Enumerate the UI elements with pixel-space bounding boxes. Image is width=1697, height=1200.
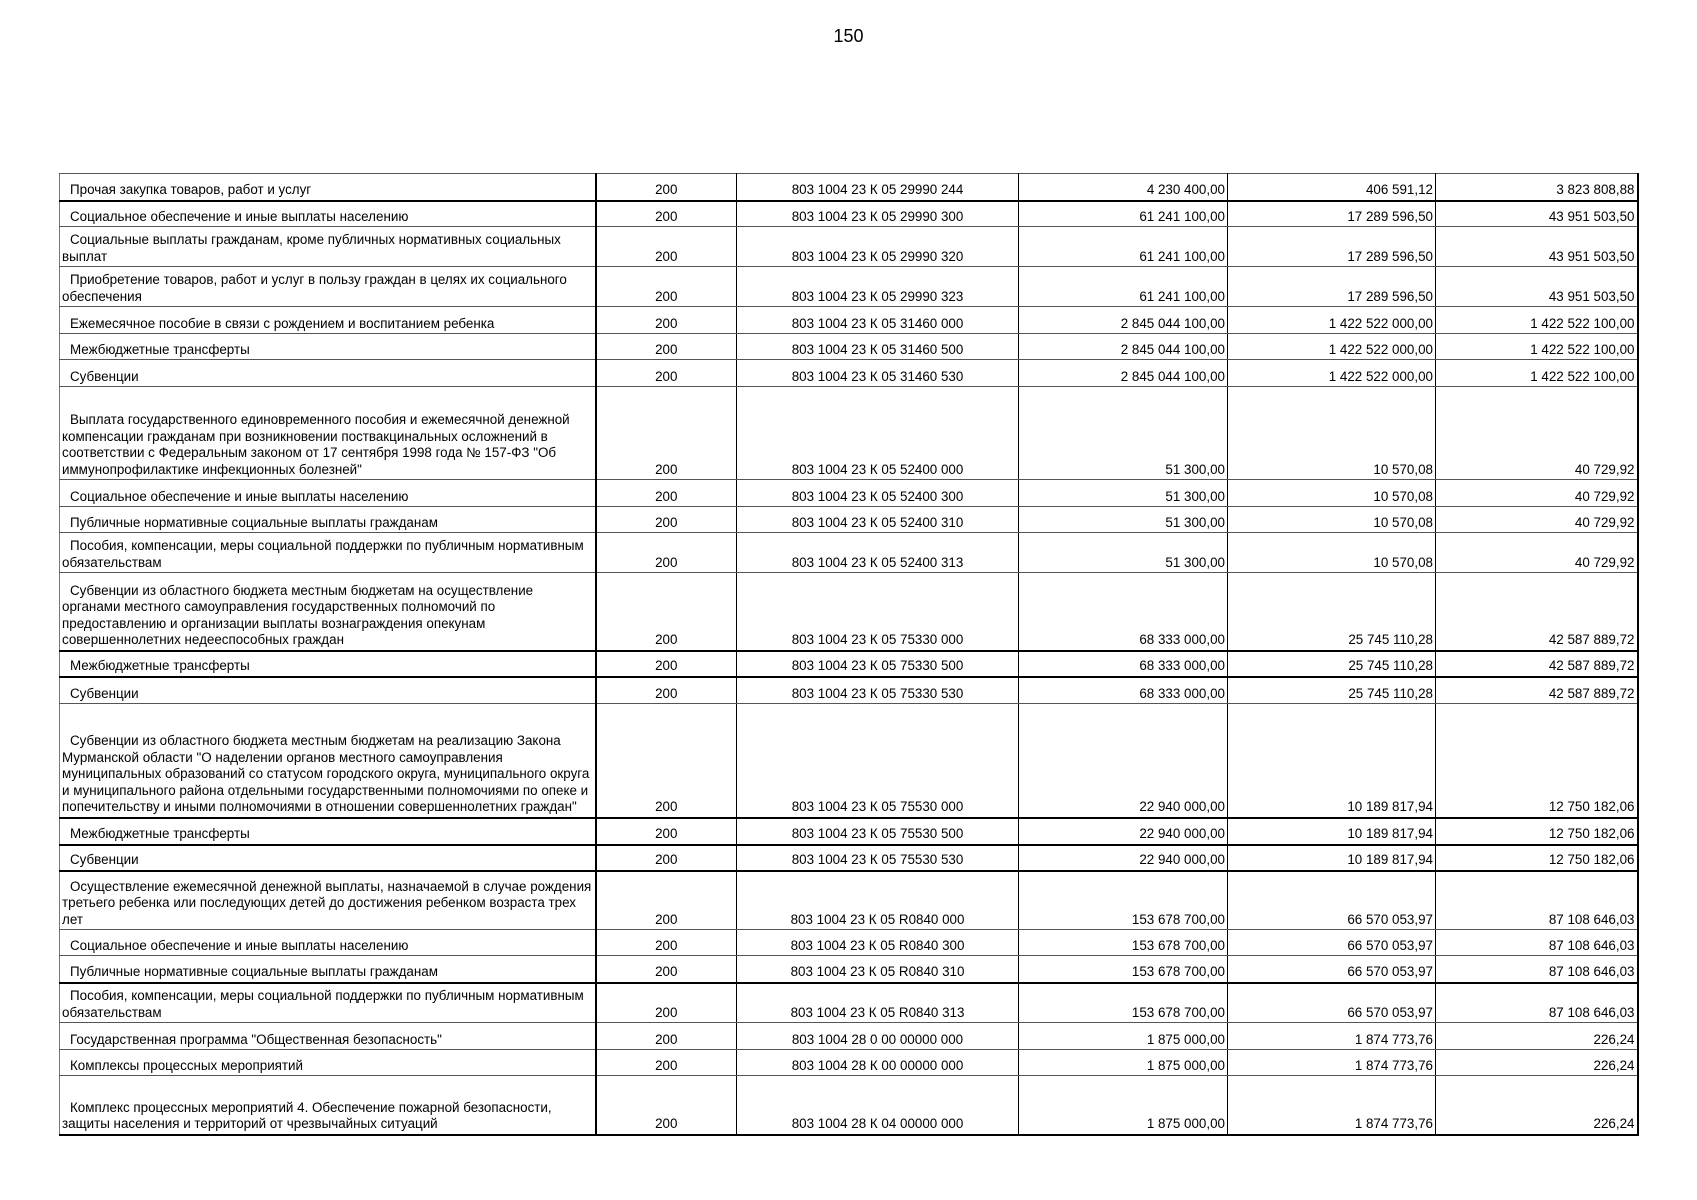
table-row [60, 871, 1638, 930]
row-executed-amount: 406 591,12 [1228, 174, 1436, 201]
row-executed-amount: 10 570,08 [1228, 387, 1436, 480]
table-row [60, 930, 1638, 956]
row-name: Прочая закупка товаров, работ и услуг [60, 174, 596, 201]
row-approved-amount: 61 241 100,00 [1019, 227, 1228, 267]
row-name: Межбюджетные трансферты [60, 334, 596, 360]
row-name: Государственная программа "Общественная безопасность" [60, 1023, 596, 1050]
table-row [60, 956, 1638, 983]
row-classification-code: 803 1004 23 К 05 52400 000 [737, 387, 1019, 480]
row-name: Социальные выплаты гражданам, кроме публичных нормативных социальных выплат [60, 227, 596, 267]
row-unexecuted-amount: 87 108 646,03 [1436, 956, 1638, 983]
row-unexecuted-amount: 3 823 808,88 [1436, 174, 1638, 201]
row-line-code: 200 [596, 1050, 737, 1076]
table-row [60, 1076, 1638, 1135]
row-executed-amount: 17 289 596,50 [1228, 201, 1436, 227]
row-line-code: 200 [596, 480, 737, 507]
row-classification-code: 803 1004 23 К 05 75530 530 [737, 845, 1019, 871]
row-approved-amount: 1 875 000,00 [1019, 1023, 1228, 1050]
row-name: Комплекс процессных мероприятий 4. Обеспечение пожарной безопасности, защиты населения и территорий от чрезвычайных ситуаций [60, 1076, 596, 1135]
row-unexecuted-amount: 1 422 522 100,00 [1436, 360, 1638, 387]
row-name: Субвенции [60, 845, 596, 871]
row-name: Комплексы процессных мероприятий [60, 1050, 596, 1076]
row-approved-amount: 1 875 000,00 [1019, 1076, 1228, 1135]
table-row [60, 174, 1638, 201]
row-line-code: 200 [596, 507, 737, 533]
row-name: Субвенции [60, 360, 596, 387]
row-line-code: 200 [596, 651, 737, 677]
row-line-code: 200 [596, 227, 737, 267]
row-name: Пособия, компенсации, меры социальной поддержки по публичным нормативным обязательствам [60, 533, 596, 573]
row-line-code: 200 [596, 533, 737, 573]
row-executed-amount: 1 874 773,76 [1228, 1050, 1436, 1076]
row-line-code: 200 [596, 174, 737, 201]
table-row [60, 267, 1638, 307]
row-name: Межбюджетные трансферты [60, 818, 596, 845]
table-row [60, 1023, 1638, 1050]
table-row [60, 845, 1638, 871]
row-classification-code: 803 1004 23 К 05 75330 000 [737, 573, 1019, 651]
row-line-code: 200 [596, 201, 737, 227]
table-row [60, 983, 1638, 1023]
table-row [60, 227, 1638, 267]
row-approved-amount: 22 940 000,00 [1019, 704, 1228, 818]
row-name: Межбюджетные трансферты [60, 651, 596, 677]
row-executed-amount: 25 745 110,28 [1228, 651, 1436, 677]
row-unexecuted-amount: 12 750 182,06 [1436, 818, 1638, 845]
row-classification-code: 803 1004 23 К 05 75530 000 [737, 704, 1019, 818]
row-executed-amount: 66 570 053,97 [1228, 956, 1436, 983]
row-approved-amount: 68 333 000,00 [1019, 573, 1228, 651]
row-classification-code: 803 1004 23 К 05 29990 320 [737, 227, 1019, 267]
row-approved-amount: 153 678 700,00 [1019, 930, 1228, 956]
table-row [60, 334, 1638, 360]
row-approved-amount: 61 241 100,00 [1019, 267, 1228, 307]
row-line-code: 200 [596, 983, 737, 1023]
table-row [60, 387, 1638, 480]
row-name: Субвенции из областного бюджета местным бюджетам на реализацию Закона Мурманской области "О наделении органов местного самоуправления муниципальных образований со статусом городского округа, муниципального округа и муниципального района отдельными государственными полномочиями по опеке и попечительству и иными полномочиями в отношении совершеннолетних граждан" [60, 704, 596, 818]
row-executed-amount: 10 570,08 [1228, 480, 1436, 507]
row-approved-amount: 51 300,00 [1019, 533, 1228, 573]
row-line-code: 200 [596, 930, 737, 956]
row-classification-code: 803 1004 23 К 05 29990 300 [737, 201, 1019, 227]
row-approved-amount: 153 678 700,00 [1019, 983, 1228, 1023]
row-executed-amount: 17 289 596,50 [1228, 267, 1436, 307]
row-unexecuted-amount: 40 729,92 [1436, 480, 1638, 507]
row-executed-amount: 1 422 522 000,00 [1228, 307, 1436, 334]
row-executed-amount: 25 745 110,28 [1228, 677, 1436, 704]
row-classification-code: 803 1004 23 К 05 52400 313 [737, 533, 1019, 573]
row-approved-amount: 2 845 044 100,00 [1019, 334, 1228, 360]
row-approved-amount: 22 940 000,00 [1019, 818, 1228, 845]
row-unexecuted-amount: 87 108 646,03 [1436, 871, 1638, 930]
row-executed-amount: 66 570 053,97 [1228, 983, 1436, 1023]
row-classification-code: 803 1004 28 0 00 00000 000 [737, 1023, 1019, 1050]
table-row [60, 818, 1638, 845]
row-name: Выплата государственного единовременного пособия и ежемесячной денежной компенсации гражданам при возникновении поствакцинальных осложнений в соответствии с Федеральным законом от 17 сентября 1998 года № 157-ФЗ "Об иммунопрофилактике инфекционных болезней" [60, 387, 596, 480]
row-unexecuted-amount: 40 729,92 [1436, 507, 1638, 533]
row-executed-amount: 10 189 817,94 [1228, 818, 1436, 845]
row-unexecuted-amount: 87 108 646,03 [1436, 983, 1638, 1023]
row-line-code: 200 [596, 1023, 737, 1050]
row-line-code: 200 [596, 818, 737, 845]
row-classification-code: 803 1004 23 К 05 75330 500 [737, 651, 1019, 677]
row-classification-code: 803 1004 23 К 05 52400 310 [737, 507, 1019, 533]
row-name: Приобретение товаров, работ и услуг в пользу граждан в целях их социального обеспечения [60, 267, 596, 307]
row-unexecuted-amount: 40 729,92 [1436, 387, 1638, 480]
row-executed-amount: 1 874 773,76 [1228, 1076, 1436, 1135]
row-line-code: 200 [596, 704, 737, 818]
row-approved-amount: 68 333 000,00 [1019, 651, 1228, 677]
row-line-code: 200 [596, 267, 737, 307]
row-approved-amount: 2 845 044 100,00 [1019, 307, 1228, 334]
row-classification-code: 803 1004 23 К 05 52400 300 [737, 480, 1019, 507]
row-approved-amount: 51 300,00 [1019, 480, 1228, 507]
row-line-code: 200 [596, 677, 737, 704]
row-approved-amount: 61 241 100,00 [1019, 201, 1228, 227]
row-classification-code: 803 1004 23 К 05 R0840 300 [737, 930, 1019, 956]
row-line-code: 200 [596, 845, 737, 871]
row-executed-amount: 25 745 110,28 [1228, 573, 1436, 651]
row-executed-amount: 1 422 522 000,00 [1228, 360, 1436, 387]
row-classification-code: 803 1004 23 К 05 31460 000 [737, 307, 1019, 334]
row-executed-amount: 1 874 773,76 [1228, 1023, 1436, 1050]
table-row [60, 533, 1638, 573]
row-unexecuted-amount: 42 587 889,72 [1436, 573, 1638, 651]
row-classification-code: 803 1004 28 К 04 00000 000 [737, 1076, 1019, 1135]
row-unexecuted-amount: 1 422 522 100,00 [1436, 334, 1638, 360]
row-unexecuted-amount: 1 422 522 100,00 [1436, 307, 1638, 334]
table-row [60, 651, 1638, 677]
row-unexecuted-amount: 43 951 503,50 [1436, 201, 1638, 227]
row-classification-code: 803 1004 23 К 05 29990 323 [737, 267, 1019, 307]
row-unexecuted-amount: 226,24 [1436, 1023, 1638, 1050]
row-classification-code: 803 1004 23 К 05 31460 500 [737, 334, 1019, 360]
page-number: 150 [833, 26, 864, 46]
row-executed-amount: 66 570 053,97 [1228, 871, 1436, 930]
row-unexecuted-amount: 12 750 182,06 [1436, 704, 1638, 818]
table-row [60, 677, 1638, 704]
row-approved-amount: 22 940 000,00 [1019, 845, 1228, 871]
row-executed-amount: 66 570 053,97 [1228, 930, 1436, 956]
row-classification-code: 803 1004 23 К 05 R0840 000 [737, 871, 1019, 930]
row-approved-amount: 153 678 700,00 [1019, 871, 1228, 930]
row-name: Социальное обеспечение и иные выплаты населению [60, 201, 596, 227]
row-line-code: 200 [596, 871, 737, 930]
row-executed-amount: 1 422 522 000,00 [1228, 334, 1436, 360]
row-name: Социальное обеспечение и иные выплаты населению [60, 480, 596, 507]
row-name: Ежемесячное пособие в связи с рождением и воспитанием ребенка [60, 307, 596, 334]
row-classification-code: 803 1004 23 К 05 31460 530 [737, 360, 1019, 387]
row-approved-amount: 2 845 044 100,00 [1019, 360, 1228, 387]
row-classification-code: 803 1004 23 К 05 75330 530 [737, 677, 1019, 704]
row-unexecuted-amount: 12 750 182,06 [1436, 845, 1638, 871]
row-line-code: 200 [596, 387, 737, 480]
row-approved-amount: 4 230 400,00 [1019, 174, 1228, 201]
row-line-code: 200 [596, 573, 737, 651]
table-row [60, 480, 1638, 507]
row-executed-amount: 17 289 596,50 [1228, 227, 1436, 267]
row-unexecuted-amount: 42 587 889,72 [1436, 651, 1638, 677]
table-row [60, 704, 1638, 818]
row-approved-amount: 153 678 700,00 [1019, 956, 1228, 983]
row-name: Публичные нормативные социальные выплаты гражданам [60, 507, 596, 533]
row-line-code: 200 [596, 360, 737, 387]
budget-execution-table [59, 173, 1639, 1136]
row-line-code: 200 [596, 1076, 737, 1135]
table-row [60, 573, 1638, 651]
row-unexecuted-amount: 226,24 [1436, 1050, 1638, 1076]
table-row [60, 1050, 1638, 1076]
row-name: Социальное обеспечение и иные выплаты населению [60, 930, 596, 956]
row-name: Субвенции [60, 677, 596, 704]
table-row [60, 507, 1638, 533]
row-executed-amount: 10 570,08 [1228, 533, 1436, 573]
row-unexecuted-amount: 43 951 503,50 [1436, 267, 1638, 307]
row-name: Субвенции из областного бюджета местным бюджетам на осуществление органами местного самоуправления государственных полномочий по предоставлению и организации выплаты вознаграждения опекунам совершеннолетних недееспособных граждан [60, 573, 596, 651]
row-approved-amount: 1 875 000,00 [1019, 1050, 1228, 1076]
row-unexecuted-amount: 42 587 889,72 [1436, 677, 1638, 704]
row-line-code: 200 [596, 334, 737, 360]
row-classification-code: 803 1004 23 К 05 R0840 313 [737, 983, 1019, 1023]
row-unexecuted-amount: 40 729,92 [1436, 533, 1638, 573]
row-approved-amount: 68 333 000,00 [1019, 677, 1228, 704]
row-classification-code: 803 1004 28 К 00 00000 000 [737, 1050, 1019, 1076]
table-row [60, 201, 1638, 227]
row-name: Публичные нормативные социальные выплаты гражданам [60, 956, 596, 983]
row-line-code: 200 [596, 956, 737, 983]
row-executed-amount: 10 189 817,94 [1228, 845, 1436, 871]
row-approved-amount: 51 300,00 [1019, 507, 1228, 533]
row-unexecuted-amount: 226,24 [1436, 1076, 1638, 1135]
row-unexecuted-amount: 43 951 503,50 [1436, 227, 1638, 267]
row-executed-amount: 10 570,08 [1228, 507, 1436, 533]
table-row [60, 360, 1638, 387]
row-name: Пособия, компенсации, меры социальной поддержки по публичным нормативным обязательствам [60, 983, 596, 1023]
row-line-code: 200 [596, 307, 737, 334]
row-approved-amount: 51 300,00 [1019, 387, 1228, 480]
row-name: Осуществление ежемесячной денежной выплаты, назначаемой в случае рождения третьего ребенка или последующих детей до достижения ребенком возраста трех лет [60, 871, 596, 930]
table-row [60, 307, 1638, 334]
row-executed-amount: 10 189 817,94 [1228, 704, 1436, 818]
row-classification-code: 803 1004 23 К 05 29990 244 [737, 174, 1019, 201]
row-classification-code: 803 1004 23 К 05 75530 500 [737, 818, 1019, 845]
row-unexecuted-amount: 87 108 646,03 [1436, 930, 1638, 956]
row-classification-code: 803 1004 23 К 05 R0840 310 [737, 956, 1019, 983]
